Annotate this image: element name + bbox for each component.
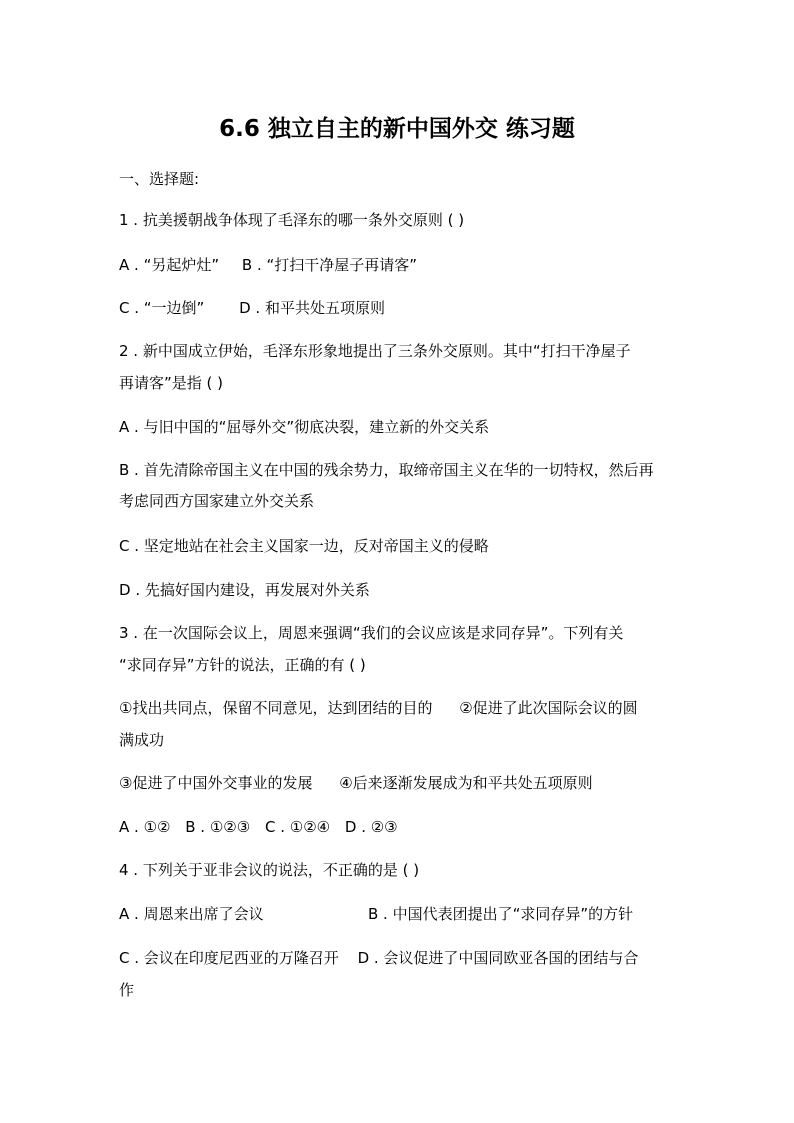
question-3-items-row-1 (119, 692, 679, 724)
question-4-option-d: D . 会议促进了中国同欧亚各国的团结与合 (357, 949, 639, 967)
question-4-options-cd (119, 942, 679, 974)
question-3-items-row-2 (119, 767, 679, 799)
question-3-stem-line-2: “求同存异”方针的说法，正确的有 ( ) (119, 656, 366, 674)
page-title: 6.6 独立自主的新中国外交 练习题 (219, 116, 575, 142)
question-1-option-b: B . “打扫干净屋子再请客” (241, 256, 418, 274)
question-4-option-d-line-2: 作 (119, 981, 135, 999)
question-1-options-cd (119, 292, 679, 324)
question-3-option-a: A . ①② (119, 818, 171, 836)
question-4-stem: 4 . 下列关于亚非会议的说法，不正确的是 ( ) (119, 861, 420, 879)
question-3-option-d: D . ②③ (344, 818, 398, 836)
question-1-option-d: D . 和平共处五项原则 (239, 299, 385, 317)
question-3-stem-line-1: 3 . 在一次国际会议上，周恩来强调“我们的会议应该是求同存异”。下列有关 (119, 624, 624, 642)
question-1-option-c: C . “一边倒” (119, 299, 205, 317)
question-1-stem: 1 . 抗美援朝战争体现了毛泽东的哪一条外交原则 ( ) (119, 211, 465, 229)
question-3-item-3: ③促进了中国外交事业的发展 (119, 774, 313, 792)
question-3-option-c: C . ①②④ (264, 818, 331, 836)
question-2-stem-line-2: 再请客”是指 ( ) (119, 374, 224, 392)
question-3-item-4: ④后来逐渐发展成为和平共处五项原则 (339, 774, 593, 792)
question-2-option-c: C . 坚定地站在社会主义国家一边，反对帝国主义的侵略 (119, 537, 489, 555)
question-2-stem-line-1: 2 . 新中国成立伊始，毛泽东形象地提出了三条外交原则。其中“打扫干净屋子 (119, 342, 631, 360)
question-3-item-1: ①找出共同点，保留不同意见，达到团结的目的 (119, 699, 433, 717)
section-heading: 一、选择题: (119, 170, 200, 188)
question-1-options-ab (119, 249, 679, 281)
question-3-item-2-line-2: 满成功 (119, 731, 165, 749)
question-4-option-a: A . 周恩来出席了会议 (119, 905, 264, 923)
question-4-option-c: C . 会议在印度尼西亚的万隆召开 (119, 949, 339, 967)
question-3-options (119, 811, 679, 843)
question-1-option-a: A . “另起炉灶” (119, 256, 220, 274)
question-4-option-b: B . 中国代表团提出了“求同存异”的方针 (368, 905, 634, 923)
question-2-option-b-line-2: 考虑同西方国家建立外交关系 (119, 492, 315, 510)
question-3-option-b: B . ①②③ (185, 818, 251, 836)
question-2-option-b-line-1: B . 首先清除帝国主义在中国的残余势力，取缔帝国主义在华的一切特权，然后再 (119, 461, 654, 479)
question-3-item-2: ②促进了此次国际会议的圆 (459, 699, 638, 717)
question-2-option-d: D . 先搞好国内建设，再发展对外关系 (119, 581, 370, 599)
question-4-options-ab (119, 898, 679, 930)
question-2-option-a: A . 与旧中国的“屈辱外交”彻底决裂，建立新的外交关系 (119, 418, 490, 436)
